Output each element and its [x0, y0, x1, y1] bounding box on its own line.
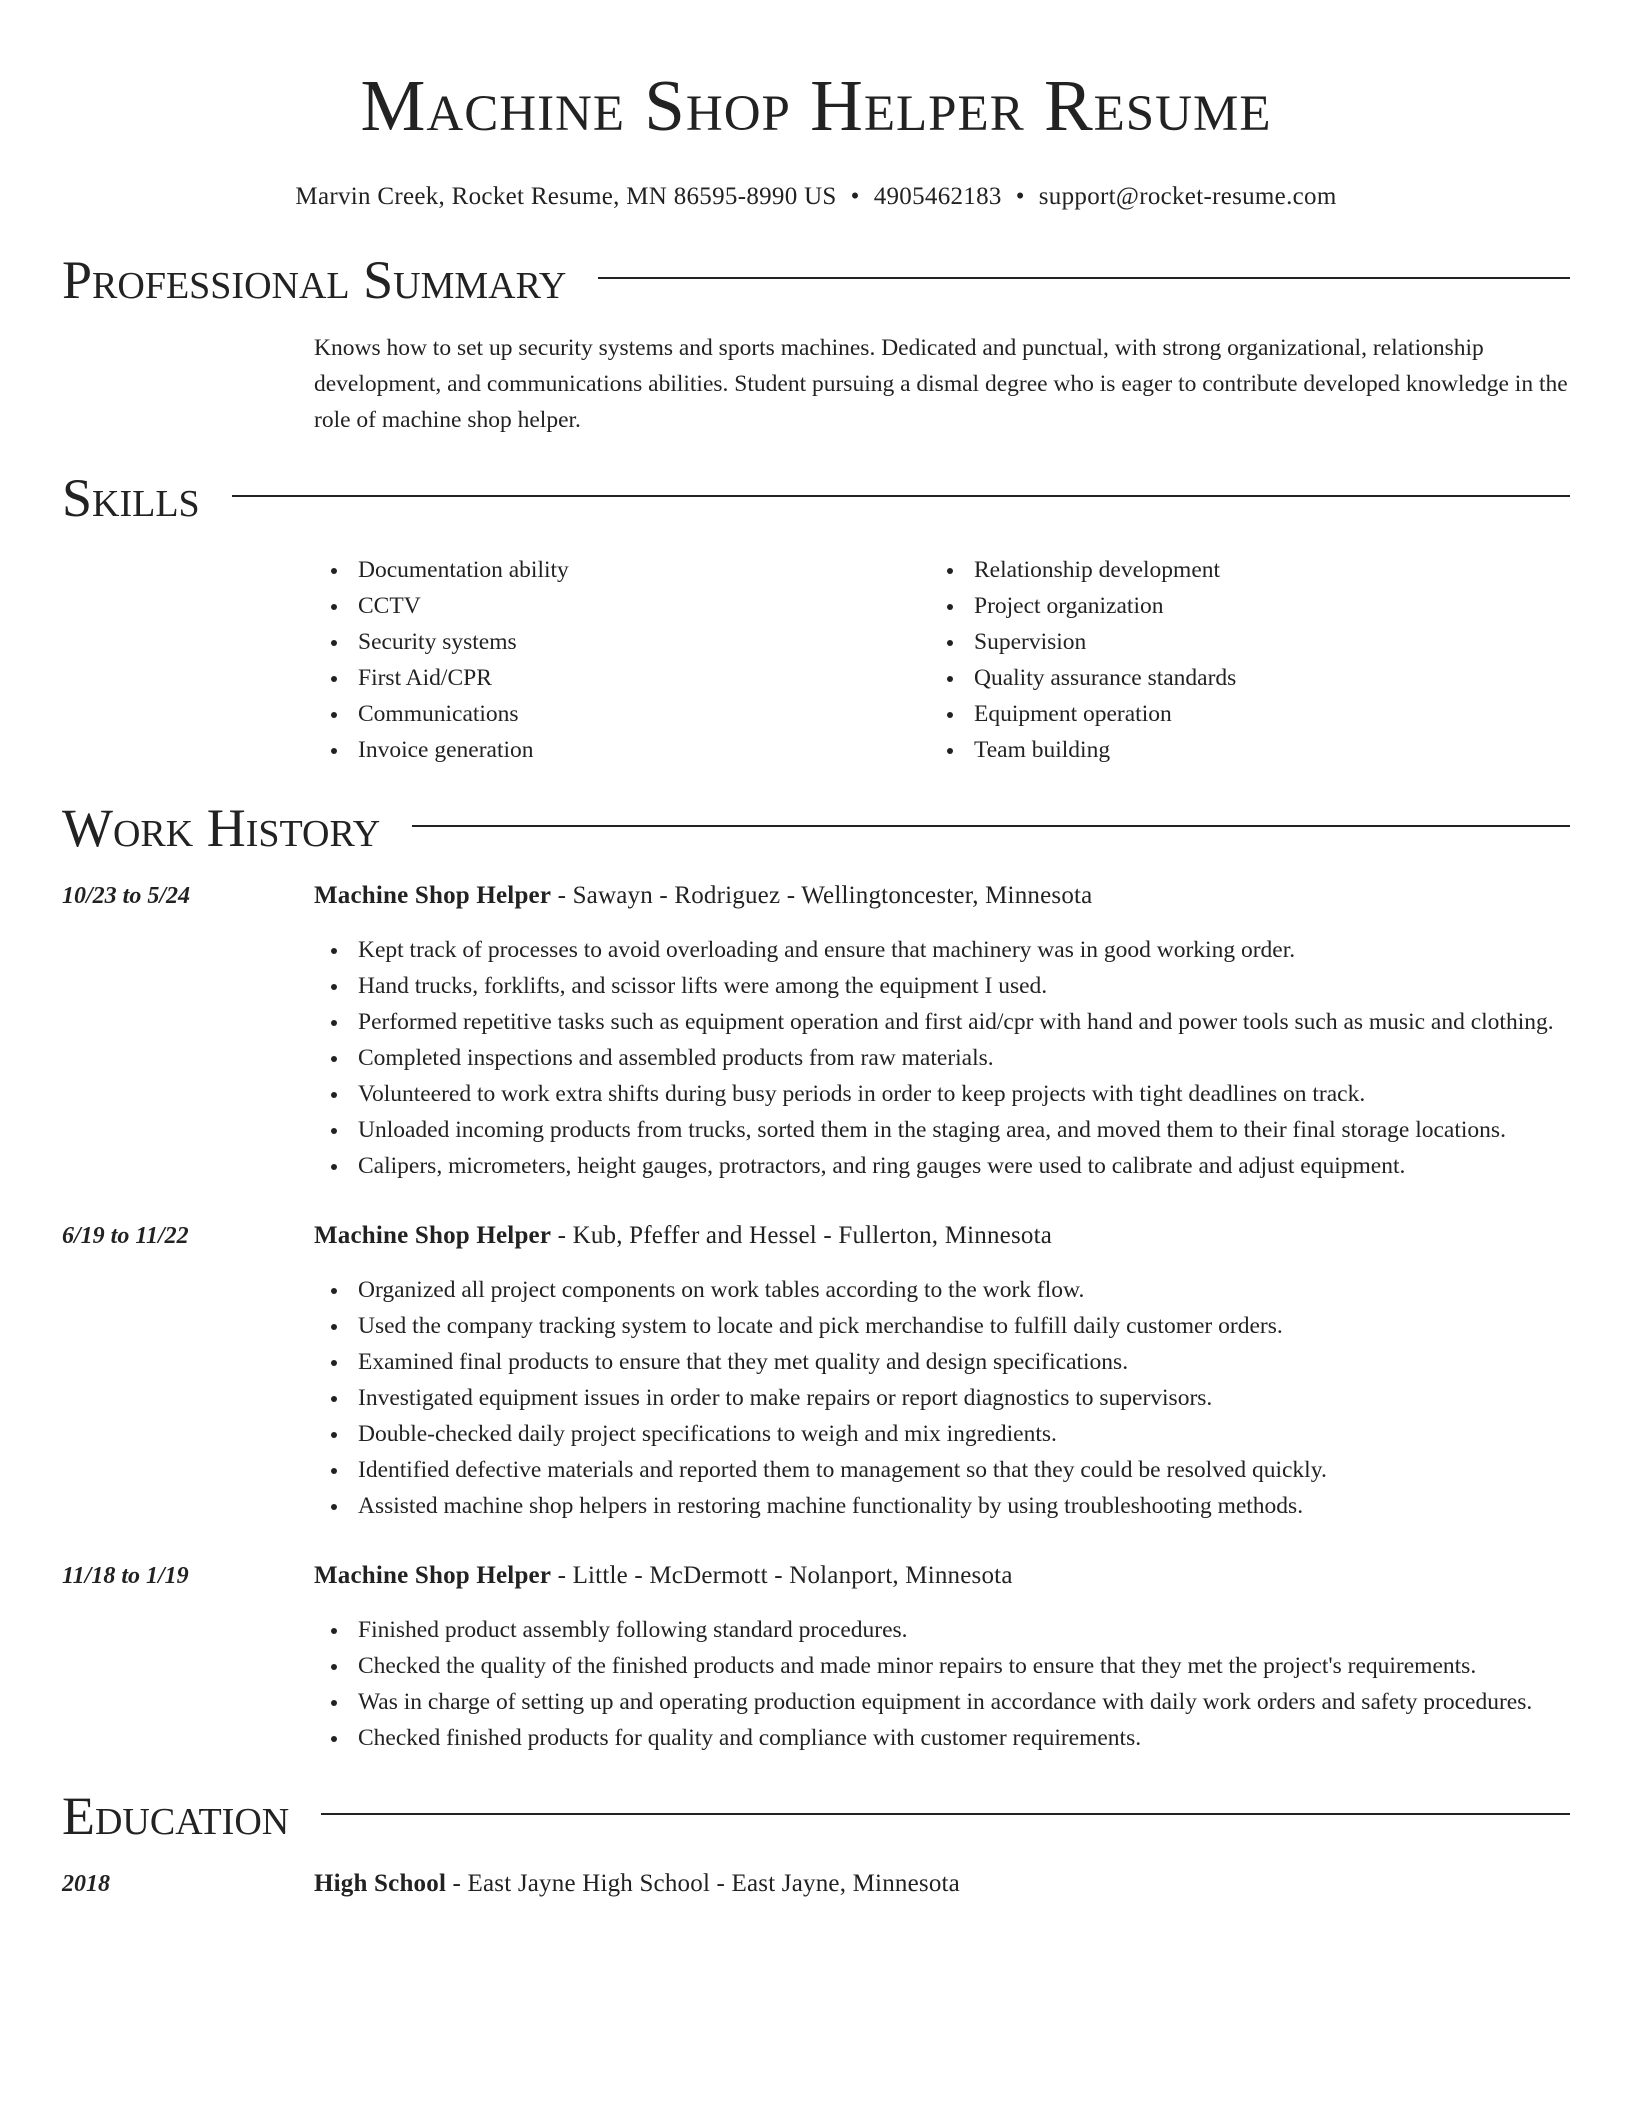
duty-item: Double-checked daily project specifications to weigh and mix ingredients. [314, 1416, 1570, 1452]
duty-item: Organized all project components on work tables according to the work flow. [314, 1272, 1570, 1308]
skill-item: Quality assurance standards [930, 660, 1546, 696]
job-heading [314, 878, 1570, 914]
work-title: Work History [62, 798, 381, 858]
job-date: 11/18 to 1/19 [62, 1563, 189, 1589]
summary-section-header [62, 248, 1570, 312]
job-entry [62, 1558, 1570, 1756]
skill-item: CCTV [314, 588, 930, 624]
skill-item: Relationship development [930, 552, 1546, 588]
job-heading [314, 1558, 1570, 1594]
duty-item: Investigated equipment issues in order to make repairs or report diagnostics to supervisors. [314, 1380, 1570, 1416]
duty-item: Performed repetitive tasks such as equipment operation and first aid/cpr with hand and power tools such as music and clothing. [314, 1004, 1570, 1040]
contact-address: Marvin Creek, Rocket Resume, MN 86595-8990 US [295, 183, 837, 210]
duty-item: Identified defective materials and reported them to management so that they could be resolved quickly. [314, 1452, 1570, 1488]
duty-item: Examined final products to ensure that they met quality and design specifications. [314, 1344, 1570, 1380]
skills-title: Skills [62, 468, 200, 528]
contact-phone: 4905462183 [873, 183, 1002, 210]
skill-item: Communications [314, 696, 930, 732]
skills-column-right [930, 552, 1546, 768]
skills-section-header [62, 466, 1570, 530]
duty-item: Used the company tracking system to locate and pick merchandise to fulfill daily customer orders. [314, 1308, 1570, 1344]
job-role: Machine Shop Helper [314, 1562, 552, 1589]
education-heading [314, 1866, 1570, 1902]
duty-item: Volunteered to work extra shifts during busy periods in order to keep projects with tight deadlines on track. [314, 1076, 1570, 1112]
summary-title: Professional Summary [62, 250, 567, 310]
job-entry [62, 878, 1570, 1184]
job-duties [314, 932, 1570, 1184]
education-section-header [62, 1784, 1570, 1848]
resume-title: Machine Shop Helper Resume [360, 65, 1272, 146]
job-employer: - Little - McDermott - Nolanport, Minnesota [551, 1562, 1013, 1589]
job-duties [314, 1612, 1570, 1756]
skills-column-left [314, 552, 930, 768]
job-employer: - Kub, Pfeffer and Hessel - Fullerton, Minnesota [551, 1222, 1053, 1249]
job-heading [314, 1218, 1570, 1254]
duty-item: Checked finished products for quality and compliance with customer requirements. [314, 1720, 1570, 1756]
skill-item: Project organization [930, 588, 1546, 624]
education-date: 2018 [62, 1871, 110, 1897]
duty-item: Kept track of processes to avoid overloading and ensure that machinery was in good working order. [314, 932, 1570, 968]
education-details [314, 1866, 1570, 1902]
contact-separator: • [850, 183, 860, 210]
skills-list [314, 552, 1570, 768]
education-degree: High School [314, 1870, 447, 1897]
duty-item: Assisted machine shop helpers in restoring machine functionality by using troubleshooting methods. [314, 1488, 1570, 1524]
work-section-header [62, 796, 1570, 860]
job-details [314, 1218, 1570, 1524]
contact-line [62, 182, 1570, 212]
duty-item: Checked the quality of the finished products and made minor repairs to ensure that they met the project's requirements. [314, 1648, 1570, 1684]
duty-item: Hand trucks, forklifts, and scissor lifts were among the equipment I used. [314, 968, 1570, 1004]
resume-header [62, 0, 1570, 212]
skill-item: Invoice generation [314, 732, 930, 768]
education-title: Education [62, 1786, 290, 1846]
job-duties [314, 1272, 1570, 1524]
contact-separator: • [1015, 183, 1025, 210]
job-details [314, 878, 1570, 1184]
duty-item: Calipers, micrometers, height gauges, protractors, and ring gauges were used to calibrate and adjust equipment. [314, 1148, 1570, 1184]
skill-item: First Aid/CPR [314, 660, 930, 696]
job-details [314, 1558, 1570, 1756]
job-date: 6/19 to 11/22 [62, 1223, 189, 1249]
job-employer: - Sawayn - Rodriguez - Wellingtoncester, Minnesota [551, 882, 1093, 909]
summary-text: Knows how to set up security systems and sports machines. Dedicated and punctual, with strong organizational, relationship development, and communications abilities. Student pursuing a dismal degree who is eager to contribute developed knowledge in the role of machine shop helper. [314, 335, 1568, 433]
section-divider [321, 1813, 1570, 1815]
duty-item: Finished product assembly following standard procedures. [314, 1612, 1570, 1648]
skill-item: Security systems [314, 624, 930, 660]
job-entry [62, 1218, 1570, 1524]
skill-item: Documentation ability [314, 552, 930, 588]
education-entry [62, 1866, 1570, 1902]
section-divider [232, 495, 1570, 497]
contact-email: support@rocket-resume.com [1038, 183, 1337, 210]
section-divider [598, 277, 1570, 279]
section-divider [412, 825, 1570, 827]
duty-item: Unloaded incoming products from trucks, sorted them in the staging area, and moved them to their final storage locations. [314, 1112, 1570, 1148]
job-role: Machine Shop Helper [314, 882, 552, 909]
duty-item: Completed inspections and assembled products from raw materials. [314, 1040, 1570, 1076]
duty-item: Was in charge of setting up and operating production equipment in accordance with daily work orders and safety procedures. [314, 1684, 1570, 1720]
skill-item: Team building [930, 732, 1546, 768]
job-role: Machine Shop Helper [314, 1222, 552, 1249]
job-date: 10/23 to 5/24 [62, 883, 191, 909]
skill-item: Supervision [930, 624, 1546, 660]
education-school: - East Jayne High School - East Jayne, Minnesota [446, 1870, 960, 1897]
skill-item: Equipment operation [930, 696, 1546, 732]
